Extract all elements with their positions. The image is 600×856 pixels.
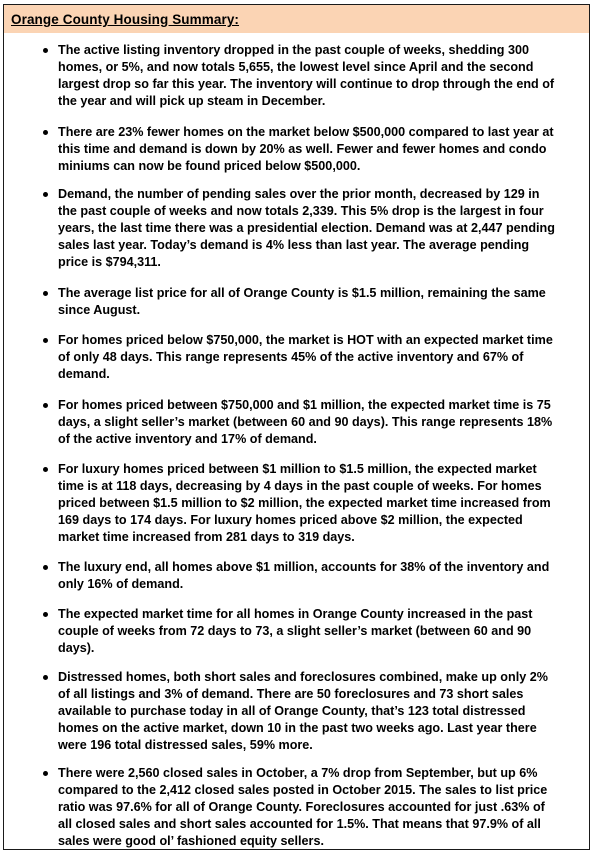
bullet-line: available to purchase today in all of Orange County, that’s 123 total distressed (58, 704, 526, 718)
bullet-dot-icon (43, 403, 48, 408)
bullet-dot-icon (43, 565, 48, 570)
bullet-dot-icon (43, 771, 48, 776)
bullet-line: time is at 118 days, decreasing by 4 days in the past couple of weeks. For homes (58, 479, 542, 493)
bullet-line: The luxury end, all homes above $1 million, accounts for 38% of the inventory and (58, 560, 550, 574)
bullet-line: miniums can now be found priced below $500,000. (58, 159, 361, 173)
bullet-line: The average list price for all of Orange County is $1.5 million, remaining the same (58, 286, 546, 300)
bullet-line: market time increased from 281 days to 319 days. (58, 530, 355, 544)
bullet-dot-icon (43, 192, 48, 197)
bullet-line: the year and will pick up steam in December. (58, 94, 326, 108)
bullet-line: couple of weeks from 72 days to 73, a slight seller’s market (between 60 and 90 (58, 624, 532, 638)
bullet-line: For homes priced below $750,000, the market is HOT with an expected market time (58, 333, 553, 347)
bullet-line: years, the last time there was a presidential election. Demand was at 2,447 pending (58, 221, 555, 235)
bullet-line: sales last year. Today’s demand is 4% less than last year. The average pending (58, 238, 530, 252)
bullet-text (58, 765, 583, 850)
bullet-dot-icon (43, 675, 48, 680)
bullet-dot-icon (43, 612, 48, 617)
bullet-line: price is $794,311. (58, 255, 161, 269)
bullet-line: the past couple of weeks and now totals 2,339. This 5% drop is the largest in four (58, 204, 544, 218)
bullet-line: 169 days to 174 days. For luxury homes priced above $2 million, the expected (58, 513, 523, 527)
bullet-text (58, 124, 583, 175)
bullet-line: There are 23% fewer homes on the market below $500,000 compared to last year at (58, 125, 554, 139)
bullet-line: homes on the active market, down 10 in the past two weeks ago. Last year there (58, 721, 537, 735)
bullet-line: of only 48 days. This range represents 45% of the active inventory and 67% of (58, 350, 524, 364)
bullet-line: days). (58, 641, 95, 655)
bullet-line: sales were good ol’ fashioned equity sellers. (58, 834, 324, 848)
bullet-line: demand. (58, 367, 110, 381)
bullet-line: only 16% of demand. (58, 577, 184, 591)
bullet-text (58, 606, 583, 657)
bullet-line: largest drop so far this year. The inventory will continue to drop through the end of (58, 77, 555, 91)
bullet-line: this time and demand is down by 20% as well. Fewer and fewer homes and condo (58, 142, 547, 156)
bullet-text (58, 42, 583, 110)
bullet-text (58, 397, 583, 448)
bullet-line: of all listings and 3% of demand. There are 50 foreclosures and 73 short sales (58, 687, 524, 701)
bullet-text (58, 332, 583, 383)
bullet-text (58, 285, 583, 319)
bullet-line: For homes priced between $750,000 and $1 million, the expected market time is 75 (58, 398, 551, 412)
bullet-text (58, 559, 583, 593)
bullet-line: of the active inventory and 17% of demand. (58, 432, 317, 446)
document-title: Orange County Housing Summary: (11, 12, 240, 27)
bullet-line: all closed sales and short sales accounted for 1.5%. That means that 97.9% of all (58, 817, 541, 831)
bullet-text (58, 186, 583, 271)
bullet-line: homes, or 5%, and now totals 5,655, the lowest level since April and the second (58, 60, 534, 74)
bullet-line: The active listing inventory dropped in the past couple of weeks, shedding 300 (58, 43, 529, 57)
bullet-line: Demand, the number of pending sales over the prior month, decreased by 129 in (58, 187, 540, 201)
bullet-line: days, a slight seller’s market (between 60 and 90 days). This range represents 18% (58, 415, 553, 429)
bullet-dot-icon (43, 291, 48, 296)
bullet-line: There were 2,560 closed sales in October, a 7% drop from September, but up 6% (58, 766, 538, 780)
bullet-line: The expected market time for all homes in Orange County increased in the past (58, 607, 533, 621)
bullet-line: priced between $1.5 million to $2 million, the expected market time increased from (58, 496, 551, 510)
bullet-line: Distressed homes, both short sales and foreclosures combined, make up only 2% (58, 670, 548, 684)
bullet-dot-icon (43, 467, 48, 472)
bullet-dot-icon (43, 48, 48, 53)
bullet-dot-icon (43, 338, 48, 343)
bullet-dot-icon (43, 130, 48, 135)
bullet-line: compared to the 2,412 closed sales posted in October 2015. The sales to list price (58, 783, 548, 797)
bullet-line: For luxury homes priced between $1 million to $1.5 million, the expected market (58, 462, 537, 476)
bullet-line: were 196 total distressed sales, 59% more. (58, 738, 313, 752)
bullet-line: ratio was 97.6% for all of Orange County. Foreclosures accounted for just .63% of (58, 800, 545, 814)
bullet-text (58, 461, 583, 546)
bullet-text (58, 669, 583, 754)
bullet-line: since August. (58, 303, 141, 317)
